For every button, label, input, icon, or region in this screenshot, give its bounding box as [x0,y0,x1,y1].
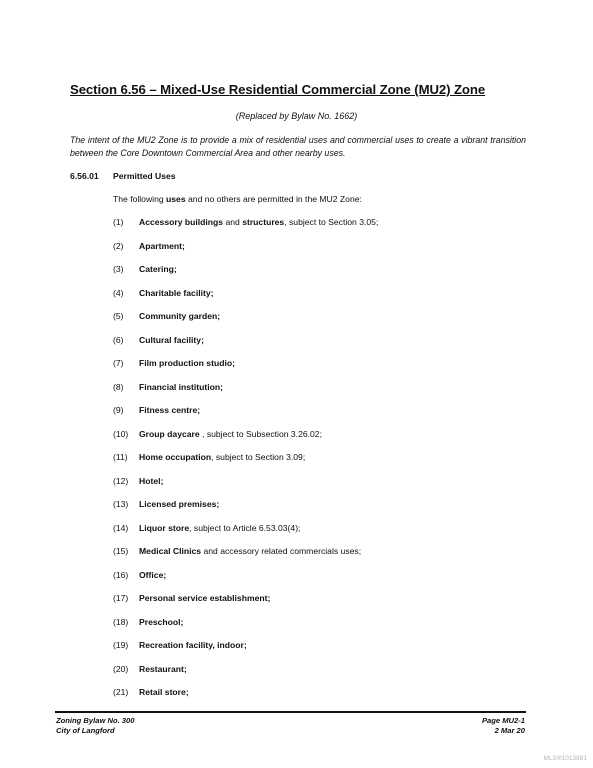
list-item-text [139,546,361,556]
list-item-detail: and [223,217,243,227]
list-item-number: (2) [113,240,124,251]
list-item-term: Accessory buildings [139,217,224,227]
list-item-term: structures [242,217,285,227]
lead-text-bold: uses [166,194,186,204]
list-item-term: Financial institution; [139,381,224,392]
list-item-number: (6) [113,334,124,345]
list-item-detail: , subject to Section 3.05; [284,217,379,227]
footer-page-number: Page MU2-1 [481,716,525,725]
list-item-term: Charitable facility; [139,287,214,298]
list-item-text [139,241,185,251]
list-item-text [139,499,219,509]
list-item-term: Apartment; [139,240,185,251]
list-item-text [139,311,220,321]
list-item-number: (10) [113,428,129,439]
list-item-number: (13) [113,499,129,509]
list-item-detail: and accessory related commercials uses; [201,546,362,556]
list-item-text [139,664,187,674]
subsection-title: Permitted Uses [113,171,176,181]
list-item-number: (5) [113,311,124,321]
list-item-text [139,405,200,415]
list-item-term: Community garden; [139,311,221,321]
lead-text-before: The following [113,194,167,204]
list-item-term: Film production studio; [139,358,235,368]
list-item-number: (15) [113,546,129,556]
list-item-number: (7) [113,358,124,368]
list-item-number: (16) [113,569,129,580]
list-item-term: Licensed premises; [139,499,220,509]
list-item-term: Retail store; [139,687,189,697]
mls-watermark: MLS®1013881 [543,755,587,762]
subsection-number: 6.56.01 [70,171,99,181]
list-item-text [139,570,166,580]
list-item-number: (9) [113,405,124,415]
list-item-number: (18) [113,616,129,627]
footer-bylaw: Zoning Bylaw No. 300 [56,716,135,725]
permitted-uses-lead [113,194,362,204]
list-item-text [139,264,177,274]
list-item-term: Fitness centre; [139,405,201,415]
list-item-number: (8) [113,381,124,392]
list-item-term: Hotel; [139,475,164,486]
list-item-text [139,476,163,486]
footer-rule [55,711,526,713]
replaced-note: (Replaced by Bylaw No. 1662) [235,111,358,121]
footer-date: 2 Mar 20 [494,726,525,735]
list-item-text [139,687,189,697]
list-item-detail: , subject to Section 3.09; [211,452,306,462]
list-item-term: Recreation facility, indoor; [139,640,247,650]
list-item-term: Preschool; [139,616,184,627]
list-item-number: (14) [113,522,129,533]
list-item-text [139,335,204,345]
list-item-term: Group daycare [139,428,200,439]
list-item-detail: , subject to Subsection 3.26.02; [199,428,322,439]
list-item-text [139,640,247,650]
list-item-number: (21) [113,687,129,697]
list-item-text [139,358,235,368]
list-item-number: (17) [113,593,129,603]
list-item-term: Office; [139,569,167,580]
list-item-term: Liquor store [139,522,190,533]
intent-paragraph: The intent of the MU2 Zone is to provide a mix of residential uses and commercial uses to create a vibrant transition between the Core Downtown Commercial Area and other nearby uses. [70,135,526,158]
list-item-text [139,288,214,298]
list-item-number: (4) [113,287,124,298]
list-item-text [139,523,300,533]
list-item-term: Catering; [139,264,177,274]
list-item-number: (11) [113,452,128,462]
list-item-term: Cultural facility; [139,334,204,345]
list-item-text [139,429,322,439]
list-item-term: Medical Clinics [139,546,202,556]
list-item-number: (3) [113,264,124,274]
list-item-text [139,217,378,227]
list-item-text [139,382,223,392]
list-item-text [139,593,270,603]
list-item-detail: , subject to Article 6.53.03(4); [189,522,301,533]
lead-text-after: and no others are permitted in the MU2 Zone: [185,194,362,204]
list-item-number: (12) [113,475,129,486]
list-item-text [139,452,305,462]
footer-city: City of Langford [56,726,115,735]
list-item-term: Restaurant; [139,663,187,674]
list-item-number: (20) [113,663,129,674]
section-title: Section 6.56 – Mixed-Use Residential Commercial Zone (MU2) Zone [70,82,486,97]
list-item-number: (19) [113,640,129,650]
list-item-term: Home occupation [139,452,212,462]
list-item-text [139,617,183,627]
list-item-number: (1) [113,217,124,227]
list-item-term: Personal service establishment; [139,593,271,603]
